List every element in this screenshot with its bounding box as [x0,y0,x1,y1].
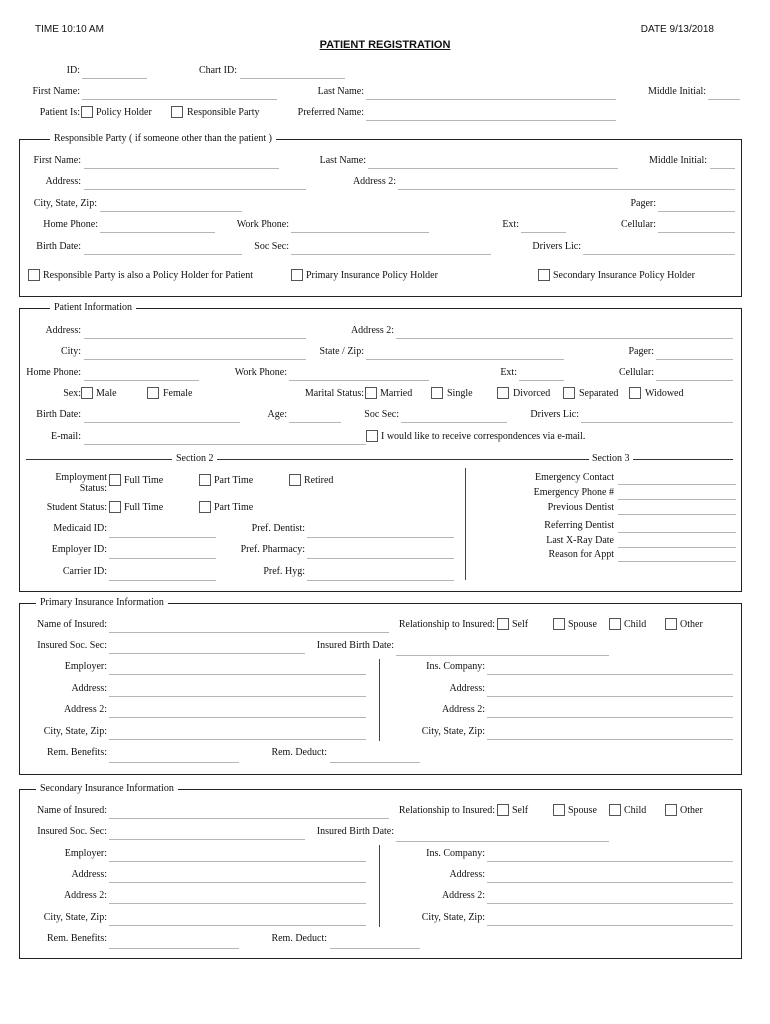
previous-dentist-field[interactable] [618,514,736,515]
pt-cellular-label: Cellular: [619,367,654,378]
employer-id-field[interactable] [109,558,216,559]
sec-ins-address2-field[interactable] [487,903,733,904]
pref-hyg-label: Pref. Hyg: [263,566,305,577]
sec-ins-city-state-zip-field[interactable] [487,925,733,926]
emergency-phone-label: Emergency Phone # [533,487,614,498]
pt-cellular-field[interactable] [656,380,733,381]
pt-male-label: Male [96,388,117,399]
pt-age-label: Age: [267,409,287,420]
pri-spouse-label: Spouse [568,619,597,630]
id-label: ID: [66,65,80,76]
emp-full-time-checkbox[interactable] [109,474,121,486]
pt-work-phone-label: Work Phone: [234,367,287,378]
pri-city-state-zip-label: City, State, Zip: [43,726,107,737]
pt-female-checkbox[interactable] [147,387,159,399]
sec-relationship-label: Relationship to Insured: [398,805,495,816]
pt-widowed-checkbox[interactable] [629,387,641,399]
pri-rem-benefits-label: Rem. Benefits: [47,747,107,758]
secondary-insurance-legend: Secondary Insurance Information [36,784,178,794]
medicaid-id-field[interactable] [109,537,216,538]
pt-single-checkbox[interactable] [431,387,443,399]
pri-employer-label: Employer: [64,661,107,672]
sec-name-of-insured-label: Name of Insured: [37,805,107,816]
pt-birth-date-label: Birth Date: [36,409,81,420]
sec-self-checkbox[interactable] [497,804,509,816]
rp-middle-initial-label: Middle Initial: [648,155,707,166]
rp-birth-date-label: Birth Date: [36,241,81,252]
medicaid-id-label: Medicaid ID: [53,523,107,534]
carrier-id-label: Carrier ID: [62,566,107,577]
sec-city-state-zip-label: City, State, Zip: [43,912,107,923]
pri-rem-benefits-field[interactable] [109,762,239,763]
employer-id-label: Employer ID: [51,544,107,555]
pt-female-label: Female [163,388,193,399]
last-name-label: Last Name: [317,86,364,97]
stu-full-time-checkbox[interactable] [109,501,121,513]
rp-address2-field[interactable] [398,189,735,190]
employment-status-label-1: Employment [55,472,107,483]
preferred-name-field[interactable] [366,120,616,121]
rp-ext-field[interactable] [521,232,566,233]
rp-cellular-label: Cellular: [621,219,656,230]
pt-marital-status-label: Marital Status: [304,388,364,399]
patient-is-label: Patient Is: [39,107,80,118]
middle-initial-label: Middle Initial: [647,86,706,97]
id-field[interactable] [82,78,147,79]
sec-rem-deduct-field[interactable] [330,948,420,949]
pt-ext-field[interactable] [519,380,564,381]
pref-pharmacy-field[interactable] [307,558,454,559]
section2-rule-left [26,459,172,460]
pt-email-label: E-mail: [51,431,81,442]
rp-city-state-zip-label: City, State, Zip: [33,198,97,209]
sec-ins-company-field[interactable] [487,861,733,862]
rp-last-name-label: Last Name: [319,155,366,166]
sec-spouse-label: Spouse [568,805,597,816]
pref-hyg-field[interactable] [307,580,454,581]
pri-rem-deduct-field[interactable] [330,762,420,763]
pri-insured-ssn-label: Insured Soc. Sec: [37,640,107,651]
pt-address-field[interactable] [84,338,306,339]
pri-child-label: Child [624,619,647,630]
emp-full-time-label: Full Time [124,475,164,486]
rp-middle-initial-field[interactable] [710,168,735,169]
pt-age-field[interactable] [289,422,341,423]
sec-insured-ssn-field[interactable] [109,839,305,840]
stu-part-time-checkbox[interactable] [199,501,211,513]
rp-pager-label: Pager: [630,198,656,209]
policy-holder-checkbox[interactable] [81,106,93,118]
last-xray-field[interactable] [618,547,736,548]
pri-address-field[interactable] [109,696,366,697]
rp-home-phone-label: Home Phone: [43,219,98,230]
date-stamp: DATE 9/13/2018 [640,24,714,35]
responsible-party-legend: Responsible Party ( if someone other than the patient ) [50,134,276,144]
rp-primary-checkbox[interactable] [291,269,303,281]
pt-email-field[interactable] [84,444,366,445]
rp-address-label: Address: [45,176,81,187]
pri-city-state-zip-field[interactable] [109,739,366,740]
rp-work-phone-field[interactable] [291,232,429,233]
stu-full-time-label: Full Time [124,502,164,513]
pri-ins-company-label: Ins. Company: [426,661,485,672]
pri-child-checkbox[interactable] [609,618,621,630]
pri-ins-address2-label: Address 2: [441,704,485,715]
pt-address2-field[interactable] [396,338,733,339]
pt-pager-label: Pager: [628,346,654,357]
sec-ins-address-field[interactable] [487,882,733,883]
sec-other-checkbox[interactable] [665,804,677,816]
sec-insured-ssn-label: Insured Soc. Sec: [37,826,107,837]
sec-address2-field[interactable] [109,903,366,904]
pt-separated-checkbox[interactable] [563,387,575,399]
rp-first-name-field[interactable] [84,168,279,169]
pri-spouse-checkbox[interactable] [553,618,565,630]
referring-dentist-label: Referring Dentist [544,520,614,531]
pri-insured-birth-field[interactable] [396,655,609,656]
patient-information-legend: Patient Information [50,303,136,313]
pref-dentist-label: Pref. Dentist: [251,523,305,534]
sec-ins-address-label: Address: [449,869,485,880]
rp-address2-label: Address 2: [352,176,396,187]
responsible-party-label: Responsible Party [187,107,260,118]
pri-ins-city-state-zip-field[interactable] [487,739,733,740]
rp-drivers-lic-label: Drivers Lic: [532,241,581,252]
sec-column-divider [379,845,380,927]
rp-cellular-field[interactable] [658,232,735,233]
preferred-name-label: Preferred Name: [297,107,364,118]
sec-city-state-zip-field[interactable] [109,925,366,926]
sec-other-label: Other [680,805,703,816]
rp-last-name-field[interactable] [368,168,618,169]
pt-state-zip-label: State / Zip: [319,346,364,357]
pri-other-label: Other [680,619,703,630]
emergency-contact-label: Emergency Contact [535,472,614,483]
pri-name-of-insured-field[interactable] [109,632,389,633]
carrier-id-field[interactable] [109,580,216,581]
reason-for-appt-field[interactable] [618,561,736,562]
pri-address2-label: Address 2: [63,704,107,715]
sec-address-label: Address: [71,869,107,880]
section-divider [465,468,466,580]
rp-work-phone-label: Work Phone: [236,219,289,230]
pri-insured-birth-label: Insured Birth Date: [316,640,394,651]
pri-other-checkbox[interactable] [665,618,677,630]
pri-employer-field[interactable] [109,674,366,675]
pt-drivers-lic-label: Drivers Lic: [530,409,579,420]
pt-separated-label: Separated [579,388,619,399]
sec-rem-benefits-field[interactable] [109,948,239,949]
section-rule-middle [217,459,589,460]
pri-column-divider [379,659,380,741]
student-status-label: Student Status: [46,502,107,513]
rp-address-field[interactable] [84,189,306,190]
pt-work-phone-field[interactable] [289,380,429,381]
pt-email-pref-checkbox[interactable] [366,430,378,442]
pt-male-checkbox[interactable] [81,387,93,399]
rp-first-name-label: First Name: [33,155,81,166]
pt-birth-date-field[interactable] [84,422,240,423]
pri-ins-address-label: Address: [449,683,485,694]
section3-rule-right [633,459,733,460]
pt-address-label: Address: [45,325,81,336]
sec-rem-deduct-label: Rem. Deduct: [271,933,327,944]
pri-self-label: Self [512,619,529,630]
emergency-contact-field[interactable] [618,484,736,485]
first-name-label: First Name: [32,86,80,97]
sec-address-field[interactable] [109,882,366,883]
pri-rem-deduct-label: Rem. Deduct: [271,747,327,758]
chart-id-field[interactable] [240,78,345,79]
sec-employer-field[interactable] [109,861,366,862]
sec-insured-birth-label: Insured Birth Date: [316,826,394,837]
primary-insurance-legend: Primary Insurance Information [36,598,168,608]
pt-address2-label: Address 2: [350,325,394,336]
sec-self-label: Self [512,805,529,816]
page-title: PATIENT REGISTRATION [319,39,451,51]
pt-single-label: Single [447,388,473,399]
pt-home-phone-field[interactable] [84,380,199,381]
rp-ext-label: Ext: [502,219,519,230]
rp-birth-date-field[interactable] [84,254,242,255]
employment-status-label-2: Status: [79,483,107,494]
pt-widowed-label: Widowed [645,388,684,399]
sec-rem-benefits-label: Rem. Benefits: [47,933,107,944]
chart-id-label: Chart ID: [198,65,237,76]
rp-soc-sec-label: Soc Sec: [254,241,289,252]
pt-drivers-lic-field[interactable] [581,422,733,423]
emp-part-time-checkbox[interactable] [199,474,211,486]
last-xray-label: Last X-Ray Date [546,535,614,546]
sec-child-checkbox[interactable] [609,804,621,816]
sec-spouse-checkbox[interactable] [553,804,565,816]
pri-ins-address2-field[interactable] [487,717,733,718]
pri-address2-field[interactable] [109,717,366,718]
emp-retired-checkbox[interactable] [289,474,301,486]
pt-city-label: City: [60,346,81,357]
pri-address-label: Address: [71,683,107,694]
pt-soc-sec-field[interactable] [401,422,507,423]
pt-pager-field[interactable] [656,359,733,360]
pt-email-pref-label: I would like to receive correspondences via e-mail. [381,431,586,442]
pt-city-field[interactable] [84,359,306,360]
pri-ins-city-state-zip-label: City, State, Zip: [421,726,485,737]
pri-ins-company-field[interactable] [487,674,733,675]
reason-for-appt-label: Reason for Appt [548,549,614,560]
sec-name-of-insured-field[interactable] [109,818,389,819]
pt-home-phone-label: Home Phone: [26,367,81,378]
time-stamp: TIME 10:10 AM [35,24,104,35]
pt-soc-sec-label: Soc Sec: [364,409,399,420]
rp-drivers-lic-field[interactable] [583,254,735,255]
pt-divorced-checkbox[interactable] [497,387,509,399]
pt-married-label: Married [380,388,413,399]
pt-state-zip-field[interactable] [366,359,564,360]
stu-part-time-label: Part Time [214,502,254,513]
rp-primary-label: Primary Insurance Policy Holder [306,270,438,281]
rp-secondary-checkbox[interactable] [538,269,550,281]
pri-self-checkbox[interactable] [497,618,509,630]
pt-divorced-label: Divorced [513,388,551,399]
rp-city-state-zip-field[interactable] [100,211,242,212]
section2-heading: Section 2 [176,453,214,464]
last-name-field[interactable] [366,99,616,100]
sec-ins-address2-label: Address 2: [441,890,485,901]
pref-pharmacy-label: Pref. Pharmacy: [240,544,305,555]
sec-ins-city-state-zip-label: City, State, Zip: [421,912,485,923]
rp-policy-holder-label: Responsible Party is also a Policy Holder for Patient [43,270,253,281]
pri-ins-address-field[interactable] [487,696,733,697]
pt-sex-label: Sex: [63,388,81,399]
sec-ins-company-label: Ins. Company: [426,848,485,859]
rp-home-phone-field[interactable] [100,232,215,233]
middle-initial-field[interactable] [708,99,740,100]
pri-insured-ssn-field[interactable] [109,653,305,654]
rp-secondary-label: Secondary Insurance Policy Holder [553,270,695,281]
pt-married-checkbox[interactable] [365,387,377,399]
sec-insured-birth-field[interactable] [396,841,609,842]
rp-policy-holder-checkbox[interactable] [28,269,40,281]
pri-name-of-insured-label: Name of Insured: [37,619,107,630]
emp-part-time-label: Part Time [214,475,254,486]
responsible-party-checkbox[interactable] [171,106,183,118]
first-name-field[interactable] [82,99,277,100]
pt-ext-label: Ext: [500,367,517,378]
previous-dentist-label: Previous Dentist [547,502,614,513]
emergency-phone-field[interactable] [618,499,736,500]
rp-soc-sec-field[interactable] [291,254,491,255]
policy-holder-label: Policy Holder [96,107,152,118]
pref-dentist-field[interactable] [307,537,454,538]
section3-heading: Section 3 [592,453,630,464]
referring-dentist-field[interactable] [618,532,736,533]
rp-pager-field[interactable] [658,211,735,212]
emp-retired-label: Retired [304,475,334,486]
sec-child-label: Child [624,805,647,816]
sec-employer-label: Employer: [64,848,107,859]
sec-address2-label: Address 2: [63,890,107,901]
pri-relationship-label: Relationship to Insured: [398,619,495,630]
